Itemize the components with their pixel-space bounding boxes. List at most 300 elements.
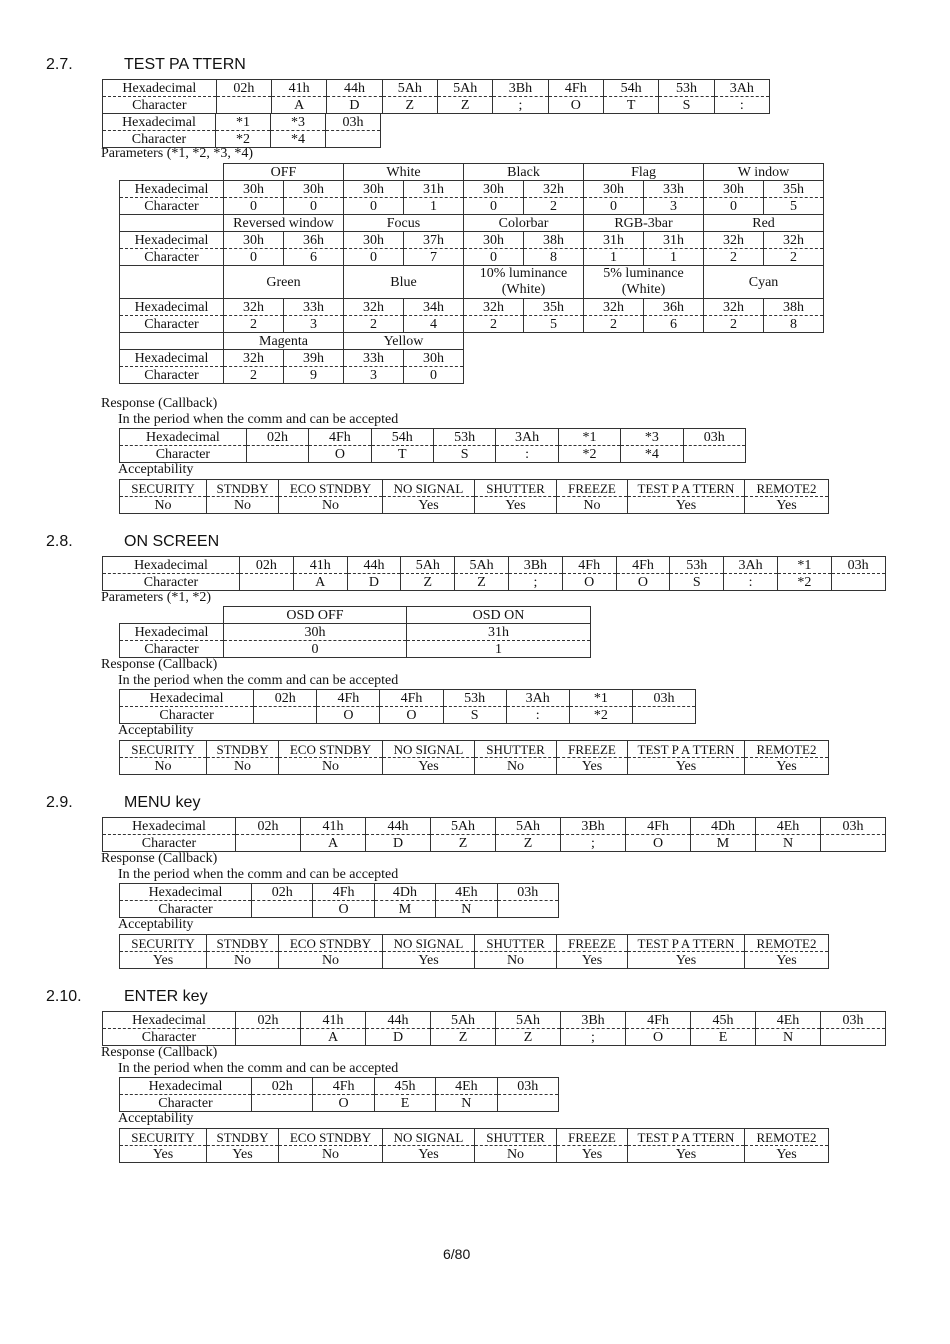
hex-value: 02h	[252, 884, 313, 901]
command-table	[102, 556, 886, 591]
row-header: Hexadecimal	[120, 232, 224, 249]
char-value	[236, 1029, 301, 1046]
row-header: Character	[120, 446, 247, 463]
hex-value: 30h	[224, 624, 407, 641]
period-label: In the period when the comm and can be accepted	[118, 412, 399, 427]
hex-value: 44h	[366, 818, 431, 835]
char-value: *2	[777, 574, 831, 591]
row-header: Hexadecimal	[120, 299, 224, 316]
response-table	[119, 689, 696, 724]
hex-value: 5Ah	[401, 557, 455, 574]
hex-value: *1	[216, 114, 271, 131]
acceptability-value: Yes	[557, 952, 628, 969]
char-value: 2	[524, 198, 584, 215]
hex-value: 03h	[497, 1078, 558, 1095]
hex-value: 4Eh	[756, 818, 821, 835]
char-value: O	[317, 707, 380, 724]
hex-value: 5Ah	[496, 1012, 561, 1029]
char-value: Z	[496, 835, 561, 852]
acceptability-table	[119, 934, 829, 969]
char-value: Z	[382, 97, 437, 114]
acceptability-value: No	[207, 758, 279, 775]
row-header: Hexadecimal	[120, 690, 254, 707]
char-value: 9	[284, 367, 344, 384]
hex-value: 30h	[284, 181, 344, 198]
acceptability-value: Yes	[207, 1146, 279, 1163]
acceptability-header: REMOTE2	[745, 935, 829, 952]
hex-value: 38h	[764, 299, 824, 316]
hex-value: 3Ah	[496, 429, 558, 446]
hex-value: 3Bh	[508, 557, 562, 574]
acceptability-header: FREEZE	[557, 741, 628, 758]
hex-value: 41h	[272, 80, 327, 97]
hex-value: 44h	[347, 557, 401, 574]
blank-cell	[120, 164, 224, 181]
hex-value: 41h	[293, 557, 347, 574]
hex-value: 31h	[407, 624, 591, 641]
acceptability-value: Yes	[557, 1146, 628, 1163]
hex-value: 41h	[301, 818, 366, 835]
char-value: D	[327, 97, 382, 114]
hex-value: 02h	[254, 690, 317, 707]
hex-value: 35h	[764, 181, 824, 198]
param-name: White	[344, 164, 464, 181]
section-title: MENU key	[124, 794, 201, 811]
acceptability-value: No	[557, 497, 628, 514]
hex-value: 4Fh	[317, 690, 380, 707]
hex-value: 5Ah	[431, 1012, 496, 1029]
hex-value: 03h	[821, 1012, 886, 1029]
char-value	[240, 574, 294, 591]
acceptability-header: STNDBY	[207, 935, 279, 952]
acceptability-header: REMOTE2	[745, 1129, 829, 1146]
section-number: 2.8.	[46, 533, 73, 550]
hex-value: 36h	[644, 299, 704, 316]
hex-value: 3Bh	[561, 818, 626, 835]
row-header: Hexadecimal	[120, 1078, 252, 1095]
hex-value: 30h	[224, 181, 284, 198]
acceptability-value: Yes	[557, 758, 628, 775]
param-name: Red	[704, 215, 824, 232]
char-value: 0	[224, 198, 284, 215]
section-number: 2.9.	[46, 794, 73, 811]
char-value: *2	[569, 707, 632, 724]
blank-cell	[120, 215, 224, 232]
row-header: Character	[103, 131, 216, 148]
hex-value: 30h	[584, 181, 644, 198]
hex-value: 03h	[632, 690, 695, 707]
row-header: Hexadecimal	[103, 114, 216, 131]
hex-value: 4Dh	[374, 884, 435, 901]
char-value: N	[756, 1029, 821, 1046]
acceptability-header: STNDBY	[207, 741, 279, 758]
hex-value: 53h	[670, 557, 724, 574]
param-name: Cyan	[704, 266, 824, 299]
acceptability-header: SECURITY	[120, 741, 207, 758]
char-value: 6	[644, 316, 704, 333]
acceptability-header: NO SIGNAL	[383, 935, 475, 952]
hex-value: 53h	[433, 429, 495, 446]
hex-value: 32h	[704, 299, 764, 316]
hex-value: 02h	[246, 429, 308, 446]
char-value: 7	[404, 249, 464, 266]
acceptability-header: NO SIGNAL	[383, 741, 475, 758]
section-title: ON SCREEN	[124, 533, 220, 550]
hex-value: 5Ah	[437, 80, 492, 97]
param-name: OSD OFF	[224, 607, 407, 624]
row-header: Character	[120, 249, 224, 266]
char-value: T	[603, 97, 658, 114]
char-value: S	[670, 574, 724, 591]
row-header: Character	[120, 1095, 252, 1112]
hex-value: *1	[558, 429, 620, 446]
char-value: 3	[344, 367, 404, 384]
acceptability-header: ECO STNDBY	[279, 935, 383, 952]
char-value: 1	[404, 198, 464, 215]
section-title: ENTER key	[124, 988, 208, 1005]
hex-value: 31h	[404, 181, 464, 198]
char-value: Z	[401, 574, 455, 591]
period-label: In the period when the comm and can be accepted	[118, 673, 399, 688]
acceptability-header: SHUTTER	[475, 1129, 557, 1146]
char-value: D	[366, 835, 431, 852]
param-name: OSD ON	[407, 607, 591, 624]
blank-cell	[120, 333, 224, 350]
char-value: 2	[224, 316, 284, 333]
row-header: Hexadecimal	[120, 429, 247, 446]
char-value: O	[548, 97, 603, 114]
parameters-label: Parameters (*1, *2, *3, *4)	[101, 146, 254, 161]
char-value: 2	[464, 316, 524, 333]
char-value: 2	[764, 249, 824, 266]
char-value: M	[691, 835, 756, 852]
char-value	[254, 707, 317, 724]
char-value: 0	[404, 367, 464, 384]
row-header: Character	[120, 707, 254, 724]
acceptability-header: TEST P A TTERN	[628, 741, 745, 758]
char-value: 5	[764, 198, 824, 215]
char-value: M	[374, 901, 435, 918]
char-value: A	[293, 574, 347, 591]
hex-value: *1	[777, 557, 831, 574]
param-name: Focus	[344, 215, 464, 232]
hex-value: 32h	[224, 299, 284, 316]
response-table	[119, 1077, 559, 1112]
acceptability-table	[119, 479, 829, 514]
char-value: O	[313, 901, 374, 918]
hex-value: 31h	[584, 232, 644, 249]
hex-value: 03h	[683, 429, 745, 446]
char-value	[246, 446, 308, 463]
acceptability-header: NO SIGNAL	[383, 480, 475, 497]
param-name: Colorbar	[464, 215, 584, 232]
row-header: Character	[120, 367, 224, 384]
hex-value: 3Ah	[724, 557, 778, 574]
hex-value: 39h	[284, 350, 344, 367]
hex-value: 44h	[366, 1012, 431, 1029]
acceptability-value: No	[207, 497, 279, 514]
char-value: O	[313, 1095, 374, 1112]
hex-value: 5Ah	[382, 80, 437, 97]
hex-value: 4Eh	[436, 1078, 497, 1095]
char-value: 0	[584, 198, 644, 215]
section-number: 2.7.	[46, 56, 73, 73]
char-value: ;	[508, 574, 562, 591]
acceptability-value: No	[279, 952, 383, 969]
param-name: Blue	[344, 266, 464, 299]
acceptability-label: Acceptability	[118, 723, 194, 738]
char-value: 5	[524, 316, 584, 333]
acceptability-value: Yes	[745, 952, 829, 969]
hex-value: *3	[621, 429, 683, 446]
hex-value: 4Eh	[756, 1012, 821, 1029]
hex-value: 44h	[327, 80, 382, 97]
char-value: *4	[621, 446, 683, 463]
char-value: Z	[437, 97, 492, 114]
acceptability-value: Yes	[475, 497, 557, 514]
param-name: Flag	[584, 164, 704, 181]
row-header: Hexadecimal	[103, 557, 240, 574]
char-value: 1	[407, 641, 591, 658]
acceptability-header: FREEZE	[557, 480, 628, 497]
acceptability-value: No	[120, 497, 207, 514]
hex-value: 02h	[236, 1012, 301, 1029]
acceptability-value: No	[279, 758, 383, 775]
char-value: 2	[224, 367, 284, 384]
acceptability-value: Yes	[120, 1146, 207, 1163]
param-name: Reversed window	[224, 215, 344, 232]
hex-value: 5Ah	[431, 818, 496, 835]
row-header: Character	[120, 316, 224, 333]
acceptability-value: Yes	[745, 1146, 829, 1163]
response-label: Response (Callback)	[101, 851, 218, 866]
hex-value: *3	[271, 114, 326, 131]
hex-value: 03h	[497, 884, 558, 901]
hex-value: 38h	[524, 232, 584, 249]
hex-value: 45h	[374, 1078, 435, 1095]
hex-value: 32h	[524, 181, 584, 198]
command-table	[102, 1011, 886, 1046]
acceptability-header: TEST P A TTERN	[628, 935, 745, 952]
char-value: 4	[404, 316, 464, 333]
char-value: :	[724, 574, 778, 591]
hex-value: 30h	[224, 232, 284, 249]
char-value: ;	[561, 1029, 626, 1046]
param-name: OFF	[224, 164, 344, 181]
char-value: :	[714, 97, 769, 114]
char-value: 0	[284, 198, 344, 215]
row-header: Hexadecimal	[120, 181, 224, 198]
acceptability-value: No	[279, 1146, 383, 1163]
char-value: E	[374, 1095, 435, 1112]
char-value: Z	[455, 574, 509, 591]
hex-value: 4Dh	[691, 818, 756, 835]
char-value	[821, 835, 886, 852]
char-value: 3	[644, 198, 704, 215]
parameters-label: Parameters (*1, *2)	[101, 590, 212, 605]
char-value: 1	[644, 249, 704, 266]
acceptability-value: Yes	[745, 497, 829, 514]
char-value: 8	[764, 316, 824, 333]
row-header: Character	[120, 198, 224, 215]
acceptability-label: Acceptability	[118, 917, 194, 932]
hex-value: 53h	[659, 80, 714, 97]
hex-value: 33h	[644, 181, 704, 198]
parameters-table	[119, 606, 591, 658]
hex-value: 33h	[344, 350, 404, 367]
param-name: 10% luminance (White)	[464, 266, 584, 299]
section-heading-2-9	[46, 794, 346, 814]
char-value: E	[691, 1029, 756, 1046]
response-table	[119, 428, 746, 463]
char-value: O	[626, 1029, 691, 1046]
hex-value: 37h	[404, 232, 464, 249]
row-header: Hexadecimal	[103, 818, 236, 835]
acceptability-table	[119, 740, 829, 775]
acceptability-header: SECURITY	[120, 1129, 207, 1146]
acceptability-header: TEST P A TTERN	[628, 1129, 745, 1146]
param-name: Black	[464, 164, 584, 181]
acceptability-value: Yes	[383, 1146, 475, 1163]
hex-value: 4Fh	[380, 690, 443, 707]
char-value: *2	[558, 446, 620, 463]
hex-value: 32h	[584, 299, 644, 316]
char-value: O	[309, 446, 371, 463]
param-name: Magenta	[224, 333, 344, 350]
char-value: :	[506, 707, 569, 724]
acceptability-header: SHUTTER	[475, 480, 557, 497]
hex-value: 30h	[464, 181, 524, 198]
row-header: Hexadecimal	[103, 1012, 236, 1029]
acceptability-header: REMOTE2	[745, 741, 829, 758]
hex-value: 03h	[831, 557, 885, 574]
acceptability-value: Yes	[383, 758, 475, 775]
acceptability-header: STNDBY	[207, 480, 279, 497]
acceptability-header: FREEZE	[557, 1129, 628, 1146]
acceptability-value: Yes	[628, 1146, 745, 1163]
hex-value: 32h	[224, 350, 284, 367]
acceptability-header: SECURITY	[120, 480, 207, 497]
hex-value: 02h	[216, 80, 271, 97]
char-value	[252, 1095, 313, 1112]
param-name: RGB-3bar	[584, 215, 704, 232]
char-value: D	[366, 1029, 431, 1046]
acceptability-value: No	[207, 952, 279, 969]
acceptability-table	[119, 1128, 829, 1163]
acceptability-header: REMOTE2	[745, 480, 829, 497]
char-value: *4	[271, 131, 326, 148]
hex-value: 30h	[344, 181, 404, 198]
acceptability-value: No	[475, 952, 557, 969]
param-name: Yellow	[344, 333, 464, 350]
char-value: Z	[431, 1029, 496, 1046]
hex-value: 54h	[603, 80, 658, 97]
acceptability-value: No	[475, 1146, 557, 1163]
row-header: Character	[103, 97, 217, 114]
char-value	[236, 835, 301, 852]
row-header: Character	[120, 901, 252, 918]
char-value: N	[436, 901, 497, 918]
row-header: Hexadecimal	[120, 884, 252, 901]
acceptability-value: Yes	[383, 497, 475, 514]
hex-value: 3Ah	[714, 80, 769, 97]
char-value: ;	[493, 97, 548, 114]
acceptability-value: Yes	[628, 758, 745, 775]
hex-value: 53h	[443, 690, 506, 707]
char-value: Z	[496, 1029, 561, 1046]
response-label: Response (Callback)	[101, 1045, 218, 1060]
char-value: O	[380, 707, 443, 724]
char-value: 1	[584, 249, 644, 266]
char-value	[497, 901, 558, 918]
hex-value: 45h	[691, 1012, 756, 1029]
char-value	[216, 97, 271, 114]
hex-value: 5Ah	[496, 818, 561, 835]
param-name: Green	[224, 266, 344, 299]
hex-value: 30h	[344, 232, 404, 249]
char-value: 2	[704, 316, 764, 333]
param-name: W indow	[704, 164, 824, 181]
hex-value: 41h	[301, 1012, 366, 1029]
acceptability-header: FREEZE	[557, 935, 628, 952]
hex-value: 32h	[464, 299, 524, 316]
char-value	[821, 1029, 886, 1046]
char-value: 0	[224, 641, 407, 658]
char-value: S	[443, 707, 506, 724]
row-header: Hexadecimal	[103, 80, 217, 97]
hex-value: 35h	[524, 299, 584, 316]
hex-value: 4Fh	[548, 80, 603, 97]
char-value: 3	[284, 316, 344, 333]
hex-value: *1	[569, 690, 632, 707]
section-heading-2-10	[46, 988, 346, 1008]
char-value	[831, 574, 885, 591]
char-value: 0	[344, 198, 404, 215]
row-header: Character	[120, 641, 224, 658]
hex-value: 32h	[704, 232, 764, 249]
hex-value: 36h	[284, 232, 344, 249]
acceptability-value: Yes	[628, 952, 745, 969]
hex-value: 02h	[240, 557, 294, 574]
row-header: Hexadecimal	[120, 350, 224, 367]
char-value: A	[272, 97, 327, 114]
char-value: A	[301, 835, 366, 852]
acceptability-header: SHUTTER	[475, 935, 557, 952]
char-value: 2	[584, 316, 644, 333]
hex-value: 32h	[344, 299, 404, 316]
char-value: O	[616, 574, 670, 591]
acceptability-header: ECO STNDBY	[279, 1129, 383, 1146]
row-header: Character	[103, 835, 236, 852]
char-value	[497, 1095, 558, 1112]
char-value: N	[756, 835, 821, 852]
response-table	[119, 883, 559, 918]
char-value: 8	[524, 249, 584, 266]
char-value: D	[347, 574, 401, 591]
row-header: Hexadecimal	[120, 624, 224, 641]
acceptability-header: ECO STNDBY	[279, 741, 383, 758]
section-number: 2.10.	[46, 988, 82, 1005]
acceptability-header: NO SIGNAL	[383, 1129, 475, 1146]
hex-value: 30h	[464, 232, 524, 249]
acceptability-value: No	[120, 758, 207, 775]
hex-value: 03h	[326, 114, 381, 131]
hex-value: 3Ah	[506, 690, 569, 707]
char-value: 2	[704, 249, 764, 266]
hex-value: 32h	[764, 232, 824, 249]
acceptability-value: No	[475, 758, 557, 775]
acceptability-header: SECURITY	[120, 935, 207, 952]
